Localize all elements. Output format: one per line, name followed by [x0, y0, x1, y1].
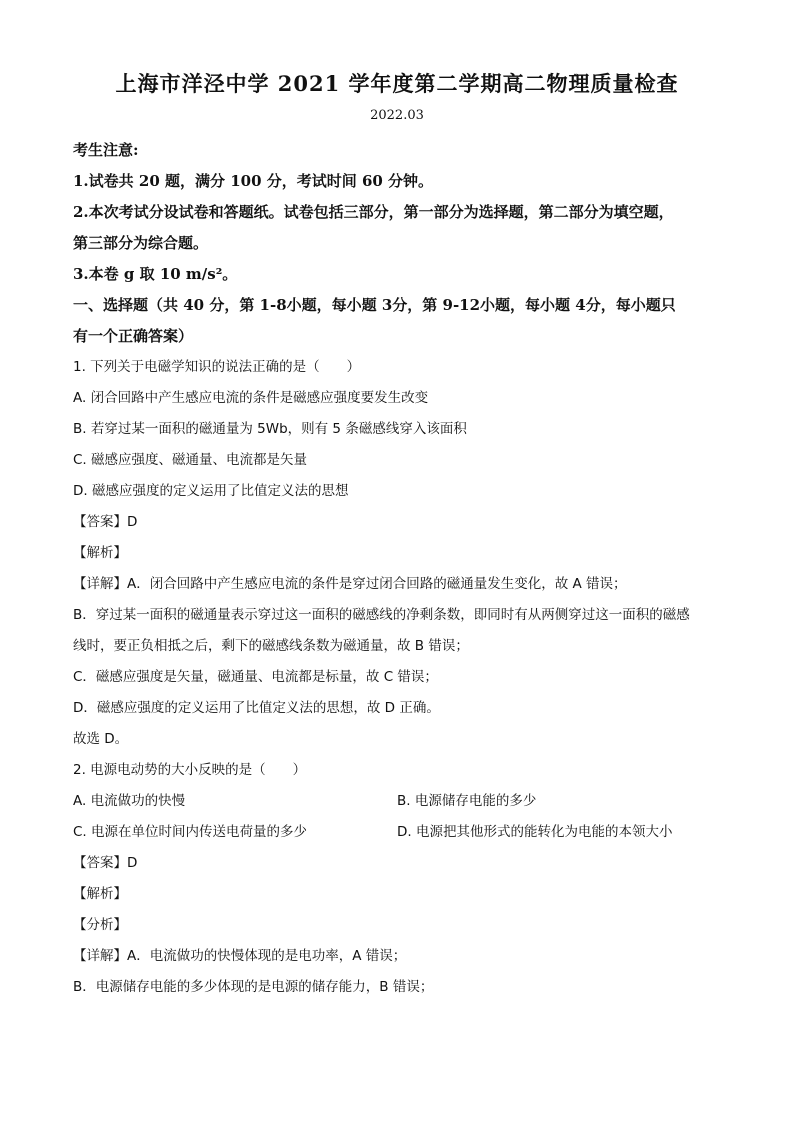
q1-answer: 【答案】D: [73, 514, 138, 530]
q1-option-c: C. 磁感应强度、磁通量、电流都是矢量: [73, 452, 308, 468]
q1-option-d: D. 磁感应强度的定义运用了比值定义法的思想: [73, 483, 349, 499]
q2-analysis: 【解析】: [73, 886, 127, 902]
page-title: 上海市洋泾中学 2021 学年度第二学期高二物理质量检查: [115, 71, 679, 96]
q2-detail-a: 【详解】A．电流做功的快慢体现的是电功率，A 错误；: [73, 948, 407, 964]
notice-item-2b: 第三部分为综合题。: [73, 234, 209, 252]
notice-item-1: 1.试卷共 20 题，满分 100 分，考试时间 60 分钟。: [73, 172, 434, 190]
notice-heading: 考生注意:: [73, 141, 139, 159]
q1-stem: 1. 下列关于电磁学知识的说法正确的是（ ）: [73, 359, 361, 375]
notice-item-2a: 2.本次考试分设试卷和答题纸。试卷包括三部分，第一部分为选择题，第二部分为填空题，: [73, 203, 674, 221]
q2-option-b: B. 电源储存电能的多少: [397, 793, 537, 809]
q2-stem: 2. 电源电动势的大小反映的是（ ）: [73, 762, 307, 778]
q1-option-a: A. 闭合回路中产生感应电流的条件是磁感应强度要发生改变: [73, 390, 429, 406]
q1-detail-b2: 线时，要正负相抵之后，剩下的磁感线条数为磁通量，故 B 错误；: [73, 638, 469, 654]
section-heading-a: 一、选择题（共 40 分，第 1-8小题，每小题 3分，第 9-12小题，每小题 4分，每小题只: [73, 296, 676, 314]
q1-detail-a: 【详解】A．闭合回路中产生感应电流的条件是穿过闭合回路的磁通量发生变化，故 A 错误；: [73, 576, 627, 592]
q1-detail-d: D．磁感应强度的定义运用了比值定义法的思想，故 D 正确。: [73, 700, 440, 716]
q1-detail-c: C．磁感应强度是矢量，磁通量、电流都是标量，故 C 错误；: [73, 669, 438, 685]
q1-option-b: B. 若穿过某一面积的磁通量为 5Wb，则有 5 条磁感线穿入该面积: [73, 421, 467, 437]
q2-option-d: D. 电源把其他形式的能转化为电能的本领大小: [397, 824, 673, 840]
q1-detail-b1: B．穿过某一面积的磁通量表示穿过这一面积的磁感线的净剩条数，即同时有从两侧穿过这一面积的磁感: [73, 607, 690, 623]
q2-option-a: A. 电流做功的快慢: [73, 793, 186, 809]
q2-detail-b: B．电源储存电能的多少体现的是电源的储存能力，B 错误；: [73, 979, 434, 995]
q2-option-c: C. 电源在单位时间内传送电荷量的多少: [73, 824, 308, 840]
q1-analysis: 【解析】: [73, 545, 127, 561]
exam-date: 2022.03: [370, 108, 424, 123]
section-heading-b: 有一个正确答案）: [73, 327, 194, 345]
q1-choice: 故选 D。: [73, 731, 129, 747]
q2-fenxi: 【分析】: [73, 917, 127, 933]
q2-answer: 【答案】D: [73, 855, 138, 871]
notice-item-3: 3.本卷 g 取 10 m/s²。: [73, 265, 238, 283]
